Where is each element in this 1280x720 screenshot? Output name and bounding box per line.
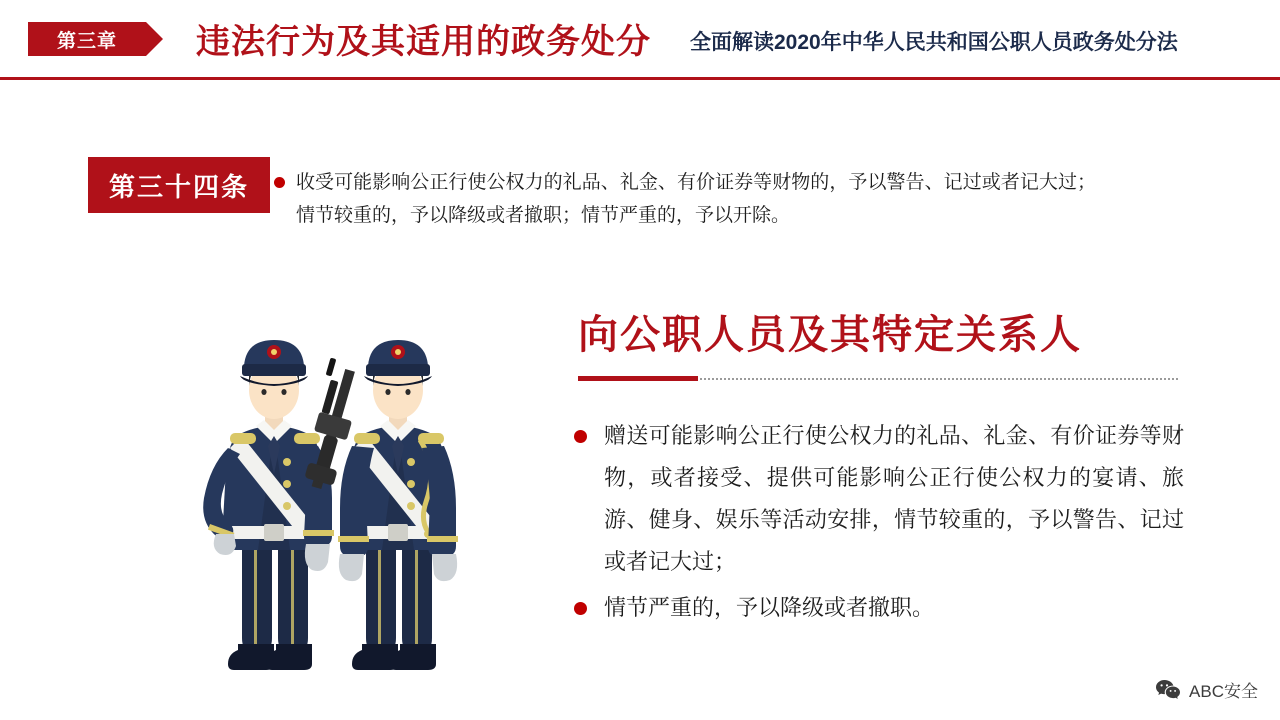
- article-number-badge: 第三十四条: [88, 157, 270, 213]
- bullet-dot-icon: [574, 602, 587, 615]
- article-text: 收受可能影响公正行使公权力的礼品、礼金、有价证券等财物的，予以警告、记过或者记大过；情节较重的，予以降级或者撤职；情节严重的，予以开除。: [296, 172, 1096, 226]
- section-heading: 向公职人员及其特定关系人: [578, 313, 1082, 357]
- list-item: [572, 587, 1184, 629]
- watermark: [1155, 677, 1258, 702]
- bullet-list: [572, 415, 1184, 633]
- page-title: 违法行为及其适用的政务处分: [196, 23, 651, 61]
- bullet-dot-icon: [274, 177, 285, 188]
- list-item: [572, 415, 1184, 583]
- heading-underline-solid: [578, 376, 698, 381]
- officer-right-figure: [338, 340, 458, 670]
- page-subtitle: 全面解读2020年中华人民共和国公职人员政务处分法: [690, 31, 1178, 54]
- article-text-block: [296, 166, 1096, 232]
- list-item-text: 情节严重的，予以降级或者撤职。: [604, 595, 935, 620]
- heading-underline-dotted: [700, 378, 1178, 380]
- wechat-icon: [1155, 679, 1181, 701]
- officers-illustration: [170, 240, 530, 680]
- header-divider: [0, 77, 1280, 80]
- page-header: [0, 0, 1280, 78]
- chapter-tag: 第三章: [28, 22, 146, 56]
- officer-left-figure: [203, 340, 334, 670]
- list-item-text: 赠送可能影响公正行使公权力的礼品、礼金、有价证券等财物，或者接受、提供可能影响公正行使公权力的宴请、旅游、健身、娱乐等活动安排，情节较重的，予以警告、记过或者记大过；: [604, 423, 1184, 574]
- watermark-text: ABC安全: [1189, 682, 1258, 701]
- bullet-dot-icon: [574, 430, 587, 443]
